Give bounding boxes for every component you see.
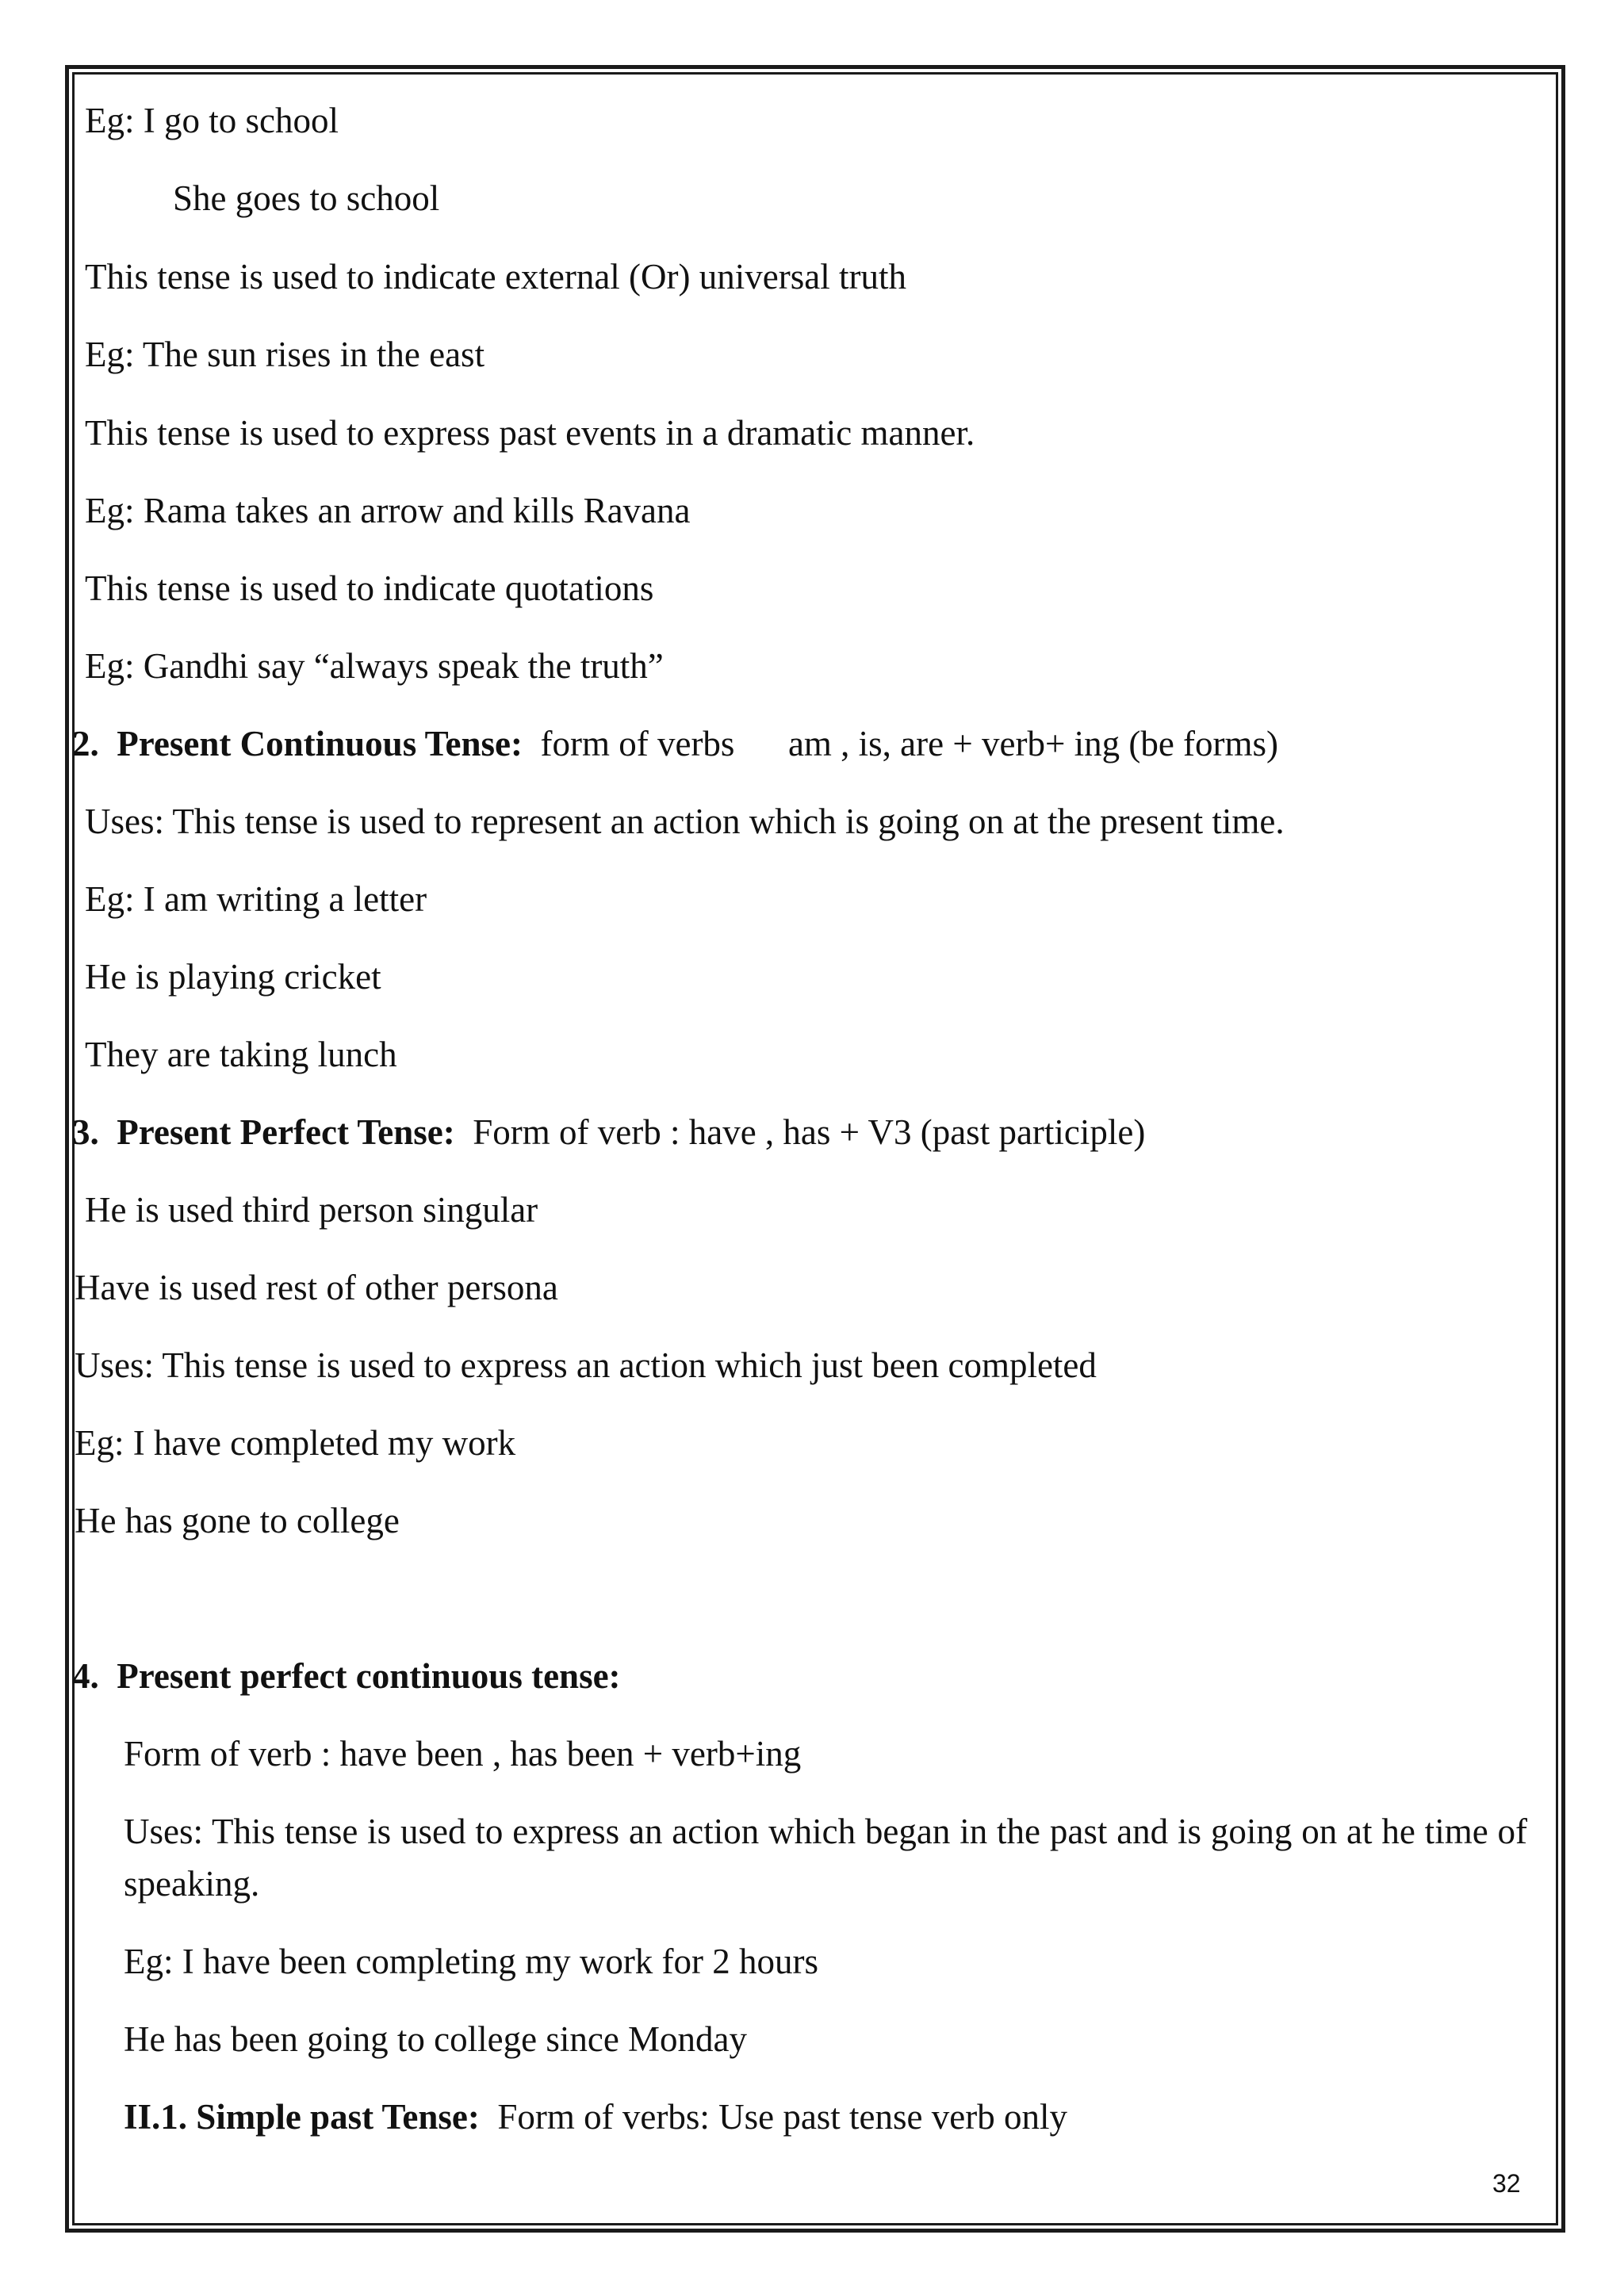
heading-title: Present Continuous Tense: <box>117 724 523 763</box>
heading-title: Present Perfect Tense: <box>117 1112 455 1152</box>
text-line: This tense is used to indicate external (Or) universal truth <box>85 257 906 297</box>
example-line: Eg: The sun rises in the east <box>85 335 485 374</box>
heading-number: 3. <box>72 1112 99 1152</box>
text-line: Have is used rest of other persona <box>75 1268 558 1307</box>
uses-paragraph: Uses: This tense is used to express an action which began in the past and is going on at he time of speaking. <box>124 1812 1527 1904</box>
section-heading-present-continuous <box>72 726 1278 762</box>
text-line: Uses: This tense is used to express an action which just been completed <box>75 1345 1097 1385</box>
text-line: He is used third person singular <box>85 1190 538 1230</box>
example-line: Eg: I go to school <box>85 101 339 140</box>
page-number: 32 <box>1492 2169 1521 2198</box>
heading-rest: form of verbs am , is, are + verb+ ing (be forms) <box>540 724 1279 763</box>
heading-number: 2. <box>72 724 99 763</box>
section-heading-present-perfect-continuous <box>72 1656 621 1696</box>
example-line: Eg: Gandhi say “always speak the truth” <box>85 646 664 686</box>
text-line: Uses: This tense is used to represent an action which is going on at the present time. <box>85 802 1285 841</box>
example-line: He has gone to college <box>75 1501 400 1540</box>
heading-title: II.1. Simple past Tense: <box>124 2097 480 2137</box>
heading-number: 4. <box>72 1656 99 1696</box>
section-heading-present-perfect <box>72 1112 1146 1152</box>
text-line: This tense is used to express past events in a dramatic manner. <box>85 413 975 453</box>
example-line: She goes to school <box>173 178 440 218</box>
example-line: Eg: Rama takes an arrow and kills Ravana <box>85 491 691 530</box>
example-line: Eg: I have been completing my work for 2 hours <box>124 1942 819 1981</box>
heading-title: Present perfect continuous tense: <box>117 1656 621 1696</box>
text-line: Form of verb : have been , has been + verb+ing <box>124 1734 802 1774</box>
example-line: They are taking lunch <box>85 1035 397 1074</box>
section-heading-simple-past <box>124 2099 1067 2135</box>
example-line: Eg: I have completed my work <box>75 1423 516 1463</box>
heading-rest: Form of verb : have , has + V3 (past participle) <box>473 1112 1146 1152</box>
heading-rest: Form of verbs: Use past tense verb only <box>497 2097 1067 2137</box>
example-line: He is playing cricket <box>85 957 381 997</box>
example-line: Eg: I am writing a letter <box>85 879 427 919</box>
text-line: This tense is used to indicate quotations <box>85 568 654 608</box>
example-line: He has been going to college since Monday <box>124 2019 748 2059</box>
